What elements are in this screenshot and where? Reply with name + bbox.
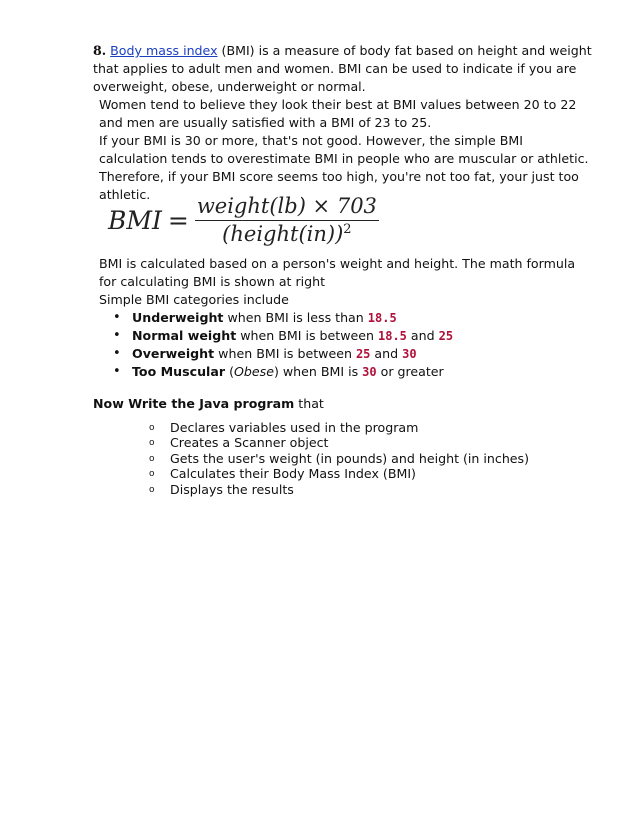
warning-paragraph: If your BMI is 30 or more, that's not good. However, the simple BMI calculation tends to overestimate BMI in people who are muscular or athletic. Therefore, if your BMI score seems too high, you're not too fat, your just too athletic. [99,133,589,202]
task-step [149,451,569,466]
task-step-text: Calculates their Body Mass Index (BMI) [170,466,416,482]
task-step [149,466,569,481]
category-too-muscular [113,363,583,381]
category-text: and [370,346,403,361]
task-step-text: Gets the user's weight (in pounds) and height (in inches) [170,450,530,466]
category-value: 25 [438,329,454,343]
category-value: 18.5 [378,329,407,343]
category-value: 18.5 [367,311,397,325]
task-step [149,420,569,435]
category-normal [113,327,583,345]
category-term: Normal weight [132,328,237,343]
formula-equals: = [167,205,189,235]
intro-paragraph [93,42,593,96]
bmi-formula [108,190,448,250]
intro-text: (BMI) is a measure of body fat based on height and weight that applies to adult men and women. BMI can be used to indicate if you are overweight, obese, underweight or normal. [93,43,592,94]
formula-denominator-wrap [222,221,351,246]
task-heading [93,395,324,413]
category-text: when BMI is less than [223,310,368,325]
categories-intro: Simple BMI categories include [99,292,289,307]
category-value: 30 [402,347,417,361]
category-overweight [113,345,583,363]
bmi-wiki-link[interactable]: Body mass index [110,43,218,58]
task-step-text: Creates a Scanner object [170,435,329,451]
women-paragraph: Women tend to believe they look their best at BMI values between 20 to 22 and men are usually satisfied with a BMI of 23 to 25. [99,97,577,130]
formula-fraction [195,194,379,246]
question-number: 8. [93,43,107,58]
circle-bullet-icon: o [149,453,155,464]
category-text: when BMI is between [214,346,356,361]
circle-bullet-icon: o [149,423,155,433]
category-term: Overweight [132,346,215,361]
category-term: Too Muscular [132,364,226,379]
task-step-text: Declares variables used in the program [170,420,419,435]
circle-bullet-icon: o [149,438,155,449]
task-step [149,482,569,497]
category-text: when BMI is between [236,328,378,343]
category-value: 25 [355,347,371,361]
task-step-text: Displays the results [170,481,294,497]
circle-bullet-icon: o [149,469,155,480]
category-text: ) when BMI is [273,364,363,379]
formula-exponent: 2 [343,222,352,237]
category-underweight [113,309,583,327]
task-heading-bold: Now Write the Java program [93,396,295,411]
bmi-categories-list [113,309,583,381]
category-text: or greater [376,364,444,379]
task-steps-list [149,420,569,497]
formula-lhs: BMI [108,205,162,235]
circle-bullet-icon: o [149,484,155,495]
task-heading-rest: that [294,396,324,411]
category-value: 30 [362,365,377,379]
category-emphasis: Obese [233,364,274,379]
formula-numerator: weight(lb) × 703 [195,194,379,221]
category-text: ( [225,364,234,379]
calc-paragraph: BMI is calculated based on a person's weight and height. The math formula for calculating BMI is shown at right [99,256,576,289]
category-term: Underweight [132,310,224,325]
category-text: and [406,328,439,343]
formula-denominator: (height(in)) [222,222,344,246]
task-step [149,435,569,450]
